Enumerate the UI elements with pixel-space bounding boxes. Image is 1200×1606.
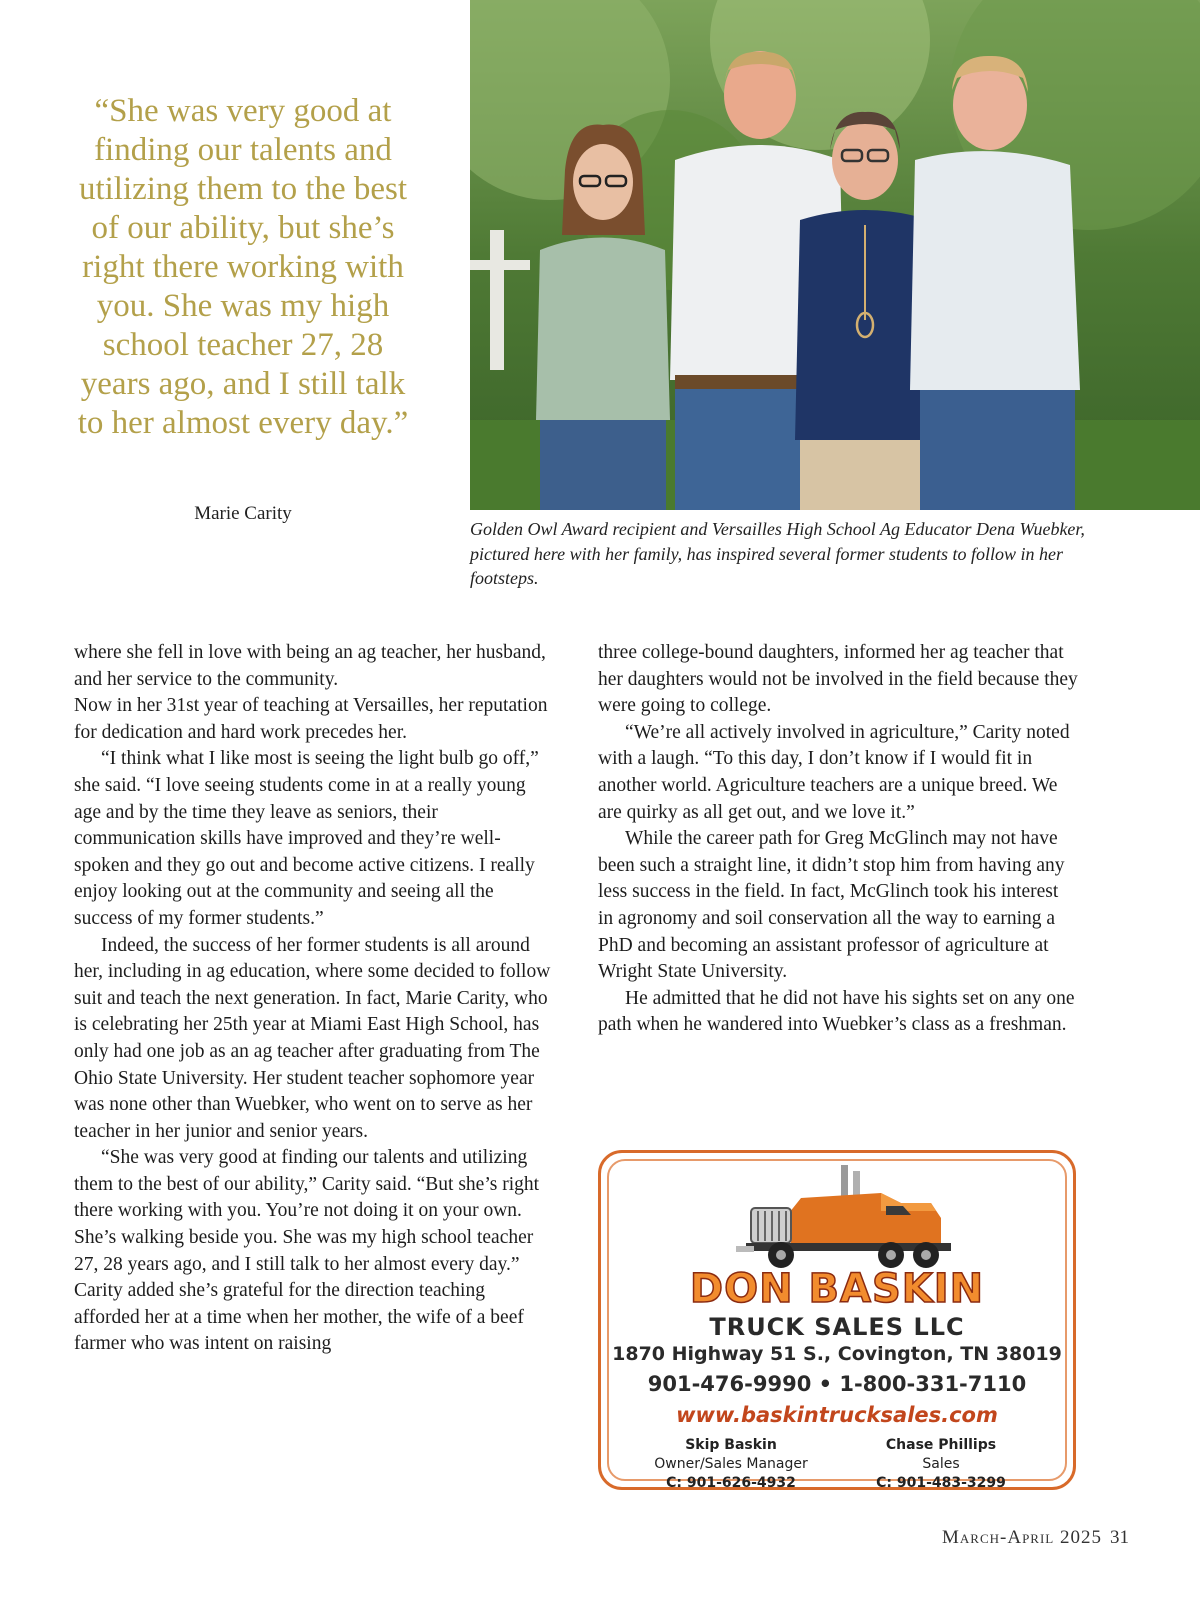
paragraph: He admitted that he did not have his sights set on any one path when he wandered into Wuebker’s class as a freshman. — [598, 987, 1075, 1036]
paragraph: “I think what I like most is seeing the light bulb go off,” she said. “I love seeing students come in at a really young age and by the time they leave as seniors, their communication skills have improved and they’re well-spoken and they go out and become active citizens. I really enjoy looking out at the community and seeing all the success of my former students.” — [74, 748, 539, 929]
ad-contact-role: Owner/Sales Manager — [654, 1456, 808, 1472]
ad-contact-phone: C: 901-626-4932 — [666, 1475, 796, 1491]
paragraph: “We’re all actively involved in agriculture,” Carity noted with a laugh. “To this day, I don’t know if I would fit in another world. Agriculture teachers are a unique breed. We are quirky as all get out, and we love it.” — [598, 721, 1070, 823]
article-column-left — [74, 640, 554, 1358]
ad-address: 1870 Highway 51 S., Covington, TN 38019 — [612, 1343, 1062, 1365]
ad-contact — [841, 1436, 1041, 1493]
paragraph: three college-bound daughters, informed her ag teacher that her daughters would not be involved in the field because they were going to college. — [598, 642, 1078, 717]
paragraph: While the career path for Greg McGlinch may not have been such a straight line, it didn’t stop him from having any less success in the field. In fact, McGlinch took his interest in agronomy and soil conservation all the way to earning a PhD and becoming an assistant professor of agriculture at Wright State University. — [598, 828, 1065, 983]
article-column-right — [598, 640, 1078, 1039]
ad-company-subtitle: TRUCK SALES LLC — [709, 1313, 965, 1341]
ad-company-name: DON BASKIN — [689, 1266, 985, 1312]
pull-quote: “She was very good at finding our talents and utilizing them to the best of our ability, but she’s right there working with you. She was my high school teacher 27, 28 years ago, and I still talk to her almost every day.” — [77, 93, 409, 441]
ad-contact-role: Sales — [922, 1456, 960, 1472]
truck-icon — [731, 1163, 961, 1268]
ad-website-link[interactable]: www.baskintrucksales.com — [676, 1403, 998, 1427]
paragraph: Indeed, the success of her former students is all around her, including in ag education, where some decided to follow suit and teach the next generation. In fact, Marie Carity, who is celebrating her 25th year at Miami East High School, has only had one job as an ag teacher after graduating from The Ohio State University. Her student teacher sophomore year was none other than Wuebker, who went on to serve as her teacher in her junior and senior years. — [74, 934, 551, 1142]
paragraph: Now in her 31st year of teaching at Versailles, her reputation for dedication and hard work precedes her. — [74, 695, 548, 743]
paragraph: “She was very good at finding our talents and utilizing them to the best of our ability,” Carity said. “But she’s right there working with you. You’re not doing it on your own. She’s walking beside you. She was my high school teacher 27, 28 years ago, and I still talk to her almost every day.” Carity added she’s grateful for the direction teaching afforded her at a time when her mother, the wife of a beef farmer who was intent on raising — [74, 1147, 540, 1355]
pull-quote-attribution: Marie Carity — [194, 503, 292, 524]
page-number: 31 — [1110, 1527, 1129, 1548]
ad-contact-name: Chase Phillips — [885, 1437, 997, 1453]
family-photo — [470, 0, 1200, 510]
truck-sales-ad[interactable] — [598, 1150, 1076, 1490]
ad-phone-numbers: 901-476-9990 • 1-800-331-7110 — [647, 1372, 1027, 1396]
paragraph: where she fell in love with being an ag teacher, her husband, and her service to the community. — [74, 642, 546, 690]
issue-date: March-April 2025 — [942, 1527, 1102, 1548]
photo-caption: Golden Owl Award recipient and Versailles High School Ag Educator Dena Wuebker, pictured here with her family, has inspired several former students to follow in her footsteps. — [470, 519, 1085, 588]
ad-contact — [631, 1436, 831, 1493]
ad-contact-phone: C: 901-483-3299 — [876, 1475, 1006, 1491]
ad-contact-name: Skip Baskin — [685, 1437, 777, 1453]
